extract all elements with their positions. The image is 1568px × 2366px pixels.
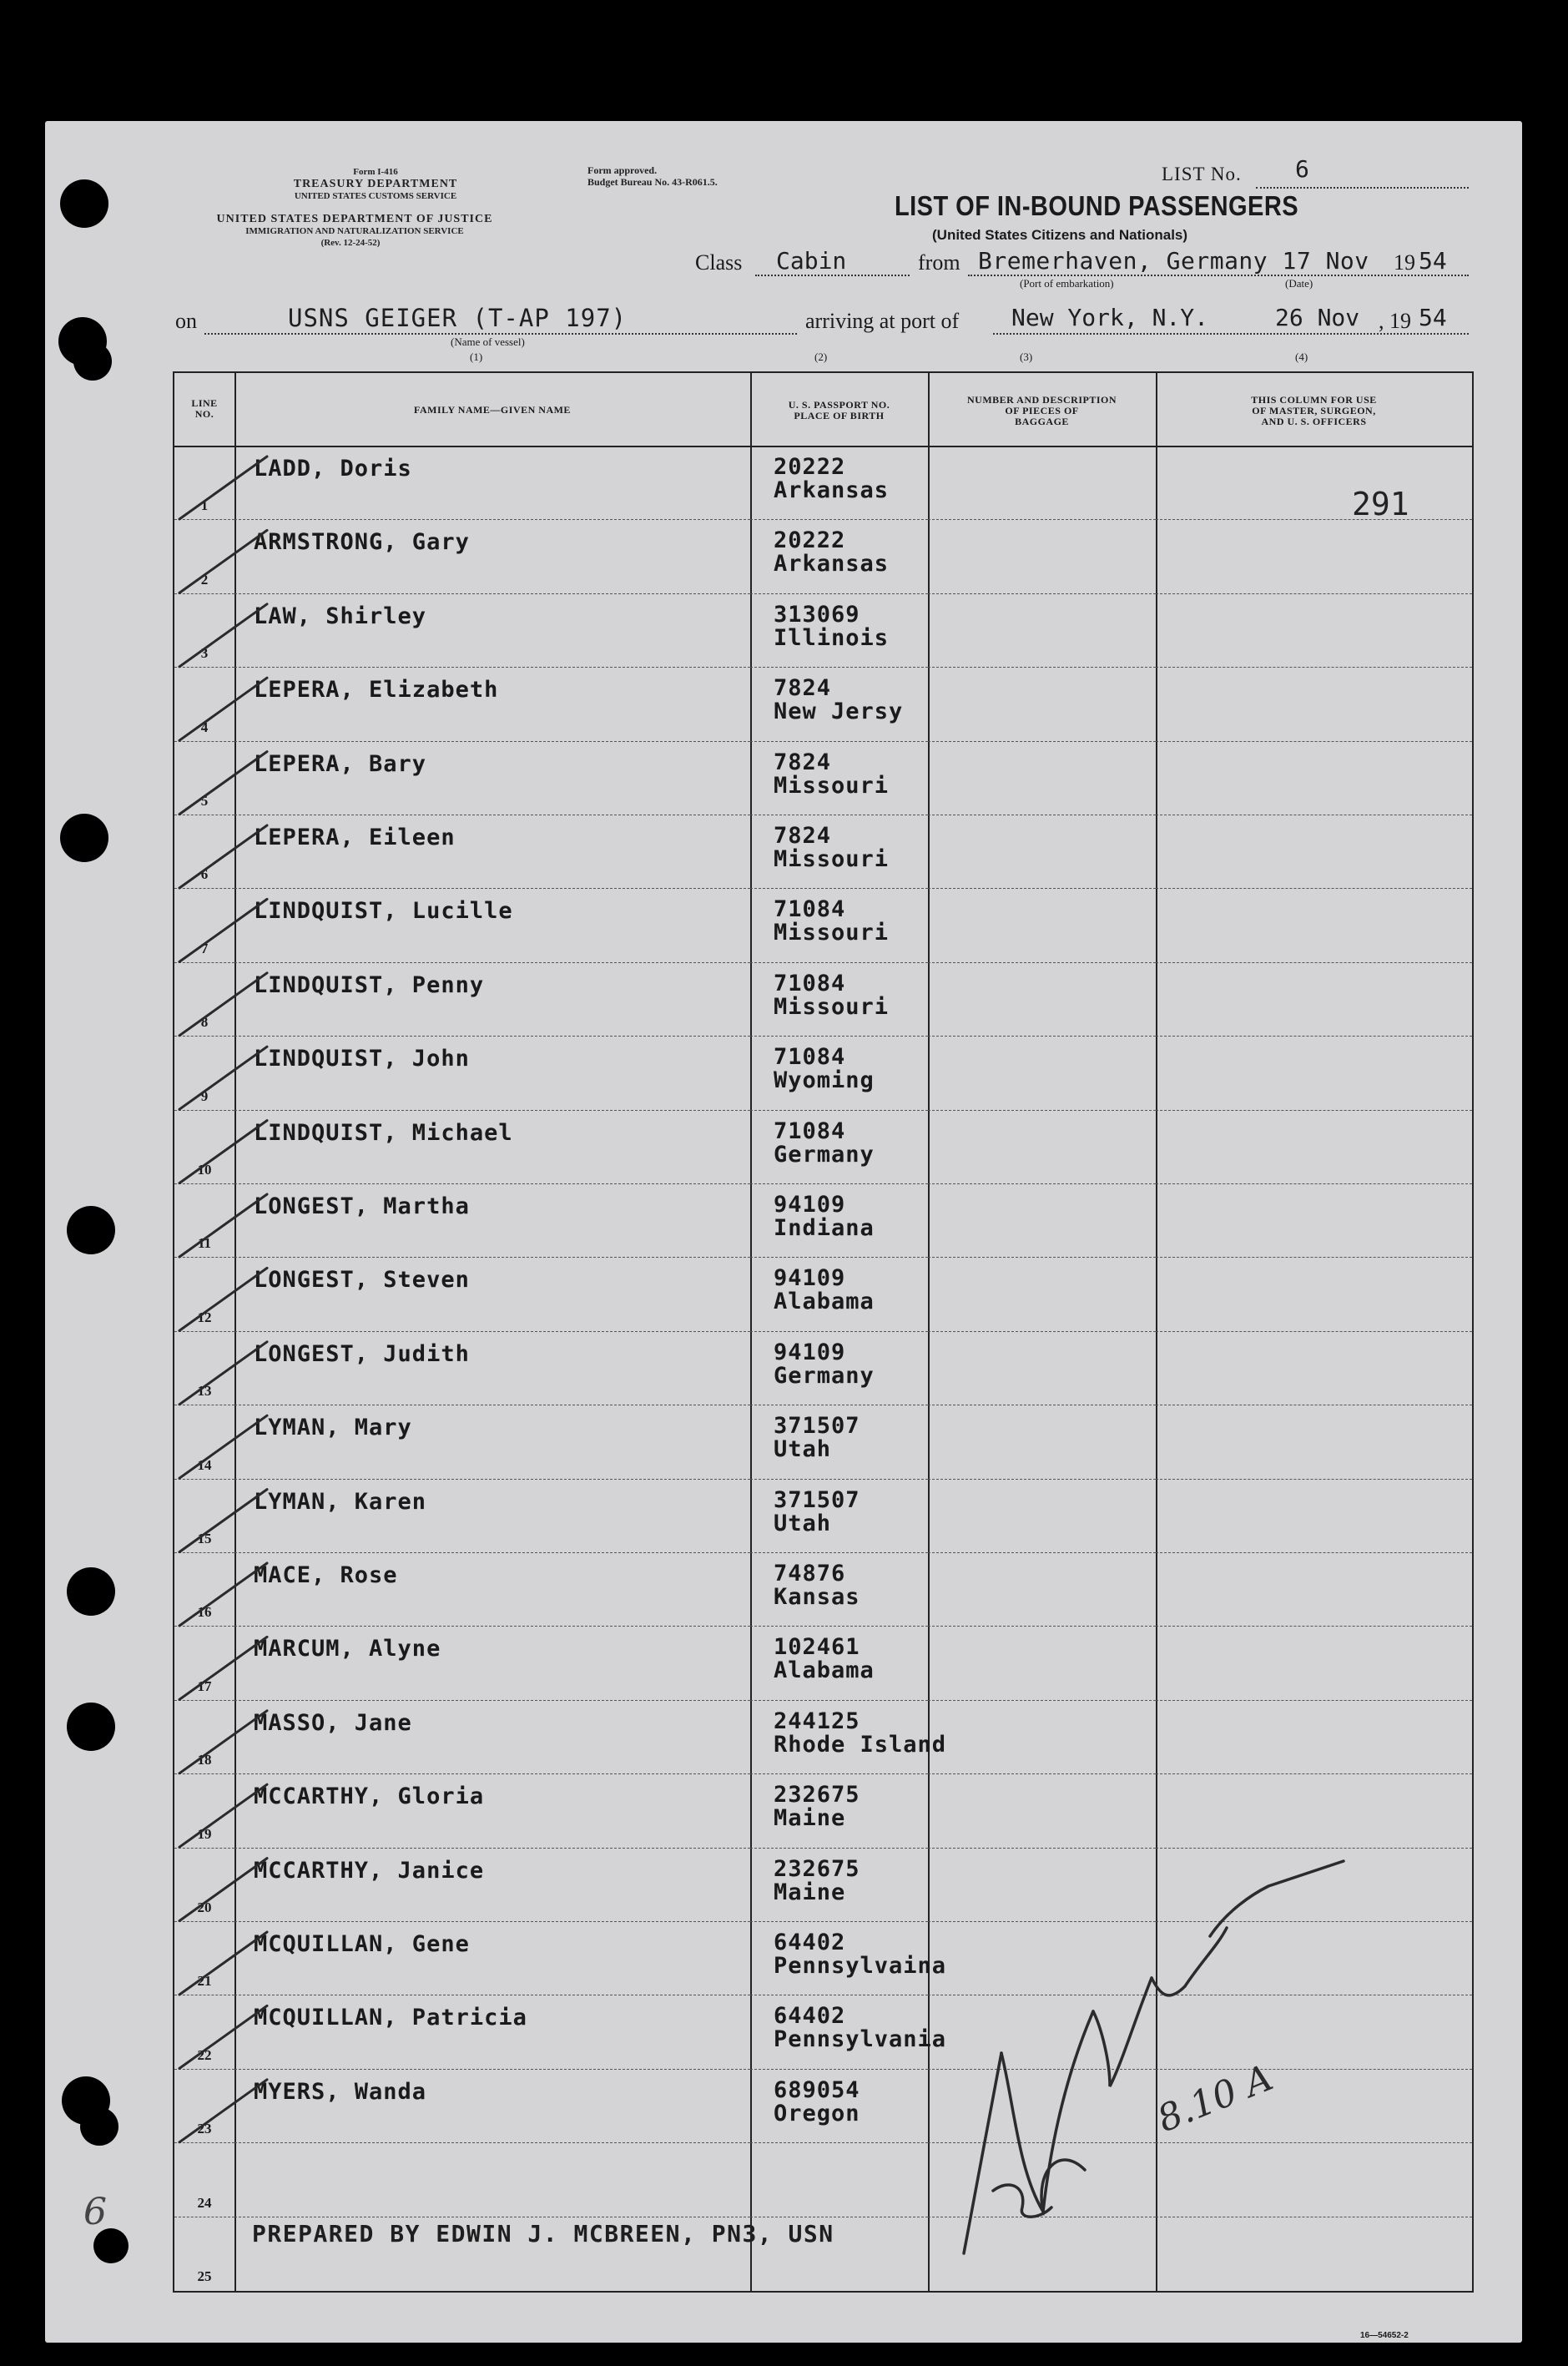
col-num-2: (2) [814,351,828,363]
passenger-name: LINDQUIST, John [254,1046,470,1072]
passport-number: 232675 [774,1782,860,1809]
passport-number: 7824 [774,823,832,849]
check-mark [179,752,267,815]
passenger-name: LYMAN, Karen [254,1488,427,1515]
prepared-by: PREPARED BY EDWIN J. MCBREEN, PN3, USN [252,2220,834,2247]
line-number: 12 [197,1309,212,1325]
arrival-year-prefix: , 19 [1379,309,1411,333]
port-caption: (Port of embarkation) [1020,277,1114,290]
passport-number: 7824 [774,749,832,775]
passenger-name: LADD, Doris [254,456,412,482]
line-number: 19 [197,1825,212,1842]
arrival-port: New York, N.Y. [1011,304,1209,331]
passport-number: 371507 [774,1413,860,1440]
class-label: Class [695,250,743,275]
col-header-passport: U. S. PASSPORT NO. PLACE OF BIRTH [788,399,890,421]
passport-number: 689054 [774,2076,860,2103]
line-number: 9 [200,1087,209,1104]
line-number: 23 [197,2121,212,2137]
passenger-name: LINDQUIST, Penny [254,971,485,998]
arriving-label: arriving at port of [805,309,960,333]
col-num-1: (1) [470,351,483,363]
place-of-birth: Arkansas [774,477,890,503]
line-number: 21 [197,1973,212,1990]
place-of-birth: Utah [774,1436,832,1463]
col-num-3: (3) [1020,351,1033,363]
passport-number: 94109 [774,1339,846,1365]
passport-number: 20222 [774,454,846,480]
line-number: 16 [197,1604,212,1621]
place-of-birth: New Jersy [774,699,904,725]
passport-number: 71084 [774,1117,846,1144]
line-number: 3 [200,645,209,662]
form-approved: Form approved. [587,164,658,176]
passenger-name: LEPERA, Eileen [254,825,456,850]
check-mark [179,899,267,961]
line-number: 14 [197,1456,212,1473]
date-caption: (Date) [1285,277,1313,290]
passport-number: 371507 [774,1486,860,1513]
signature-time: 8.10 A [1152,2056,1279,2142]
place-of-birth: Germany [774,1362,875,1389]
col-header-baggage: NUMBER AND DESCRIPTION OF PIECES OF BAGGAGE [966,394,1117,427]
passenger-name: MCQUILLAN, Gene [254,1931,470,1957]
check-mark [179,825,267,888]
arrival-date: 26 Nov [1275,304,1360,331]
passport-number: 64402 [774,1930,846,1955]
officer-number: 291 [1352,486,1409,522]
place-of-birth: Arkansas [774,551,890,578]
budget-bureau: Budget Bureau No. 43-R061.5. [587,176,718,188]
place-of-birth: Alabama [774,1289,875,1315]
col-header-line-no: LINE NO. [191,397,218,420]
check-mark [179,2080,267,2142]
line-number: 10 [197,1162,212,1178]
check-mark [179,973,267,1036]
line-number: 25 [197,2268,212,2284]
line-number: 13 [197,1383,212,1400]
treasury-department: TREASURY DEPARTMENT [293,178,458,190]
check-mark [179,1637,267,1699]
line-number: 7 [200,940,209,956]
check-mark [179,1859,267,1921]
from-label: from [918,250,960,275]
form-number: Form I-416 [353,167,398,177]
revision: (Rev. 12-24-52) [320,238,381,248]
line-number: 20 [197,1899,212,1915]
margin-mark: 6 [83,2191,107,2233]
ins: IMMIGRATION AND NATURALIZATION SERVICE [245,226,464,236]
check-mark [179,457,267,519]
from-year: 54 [1419,247,1447,275]
document-subtitle: (United States Citizens and Nationals) [932,227,1188,243]
line-number: 2 [200,571,209,588]
place-of-birth: Pennsylvaina [774,1953,947,1979]
passenger-name: LONGEST, Judith [254,1340,470,1367]
place-of-birth: Pennsylvania [774,2026,947,2053]
list-no-value: 6 [1295,155,1309,183]
list-no-label: LIST No. [1162,164,1242,184]
passenger-name: LINDQUIST, Michael [254,1119,513,1146]
line-number: 5 [200,793,209,809]
col-header-officers: THIS COLUMN FOR USE OF MASTER, SURGEON, AND U. S. OFFICERS [1251,394,1377,427]
passport-number: 64402 [774,2003,846,2030]
place-of-birth: Rhode Island [774,1731,947,1758]
passport-number: 71084 [774,896,846,923]
place-of-birth: Germany [774,1141,875,1168]
check-mark [179,530,267,593]
passport-number: 94109 [774,1192,846,1218]
passenger-name: LEPERA, Elizabeth [254,677,499,704]
place-of-birth: Maine [774,1805,846,1832]
place-of-birth: Missouri [774,772,890,799]
line-number: 8 [200,1014,209,1031]
check-mark [179,1121,267,1183]
passenger-name: MARCUM, Alyne [254,1636,441,1662]
check-mark [179,1194,267,1257]
passport-number: 102461 [774,1634,860,1661]
line-number: 18 [197,1752,212,1768]
passport-number: 20222 [774,527,846,554]
check-mark [179,604,267,667]
from-year-prefix: 19 [1394,250,1415,275]
arrival-year: 54 [1419,304,1447,331]
passport-number: 244125 [774,1708,860,1734]
passenger-name: LINDQUIST, Lucille [254,898,513,925]
passenger-name: MCCARTHY, Gloria [254,1783,485,1810]
place-of-birth: Alabama [774,1657,875,1684]
department-of-justice: UNITED STATES DEPARTMENT OF JUSTICE [216,213,493,225]
line-number: 15 [197,1531,212,1546]
place-of-birth: Missouri [774,846,890,872]
class-value: Cabin [776,247,847,275]
col-num-4: (4) [1295,351,1308,363]
check-mark [179,1047,267,1109]
place-of-birth: Kansas [774,1584,860,1610]
line-number: 6 [200,866,209,883]
place-of-birth: Indiana [774,1215,875,1241]
passenger-name: MACE, Rose [254,1562,398,1588]
check-mark [179,1268,267,1330]
check-mark [179,1490,267,1552]
passport-number: 94109 [774,1265,846,1292]
passport-number: 7824 [774,675,832,702]
check-mark [179,1932,267,1995]
passenger-name: LAW, Shirley [254,603,427,629]
passport-number: 74876 [774,1561,846,1587]
line-number: 22 [197,2046,212,2063]
passport-number: 313069 [774,601,860,628]
passenger-name: MASSO, Jane [254,1709,412,1736]
check-mark [179,1711,267,1773]
check-mark [179,1342,267,1405]
check-mark [179,2005,267,2068]
passenger-name: LYMAN, Mary [254,1415,412,1441]
handwritten-signature [964,1861,1344,2253]
place-of-birth: Missouri [774,993,890,1020]
document-title: LIST OF IN-BOUND PASSENGERS [895,190,1299,221]
passport-number: 232675 [774,1855,860,1882]
check-mark [179,1415,267,1478]
place-of-birth: Maine [774,1879,846,1905]
passenger-name: ARMSTRONG, Gary [254,529,470,556]
place-of-birth: Wyoming [774,1067,875,1094]
col-header-name: FAMILY NAME—GIVEN NAME [414,404,571,416]
place-of-birth: Missouri [774,920,890,946]
place-of-birth: Oregon [774,2100,860,2126]
line-number: 24 [197,2194,212,2211]
place-of-birth: Utah [774,1510,832,1536]
passenger-name: LEPERA, Bary [254,750,427,777]
check-mark [179,1563,267,1626]
footer-code: 16—54652-2 [1360,2331,1409,2340]
on-label: on [175,309,197,333]
line-number: 1 [200,497,209,514]
passport-number: 71084 [774,970,846,996]
vessel-caption: (Name of vessel) [451,335,525,348]
place-of-birth: Illinois [774,624,890,651]
vessel-name: USNS GEIGER (T-AP 197) [288,304,628,332]
customs-service: UNITED STATES CUSTOMS SERVICE [294,191,457,201]
passenger-name: MYERS, Wanda [254,2078,427,2105]
line-number: 11 [197,1235,212,1252]
check-mark [179,678,267,740]
passenger-name: MCQUILLAN, Patricia [254,2005,527,2031]
line-number: 17 [197,1677,212,1694]
passport-number: 71084 [774,1044,846,1071]
passenger-name: MCCARTHY, Janice [254,1857,485,1884]
line-number: 4 [200,719,209,735]
passenger-name: LONGEST, Martha [254,1193,470,1219]
port-of-embarkation: Bremerhaven, Germany 17 Nov [978,247,1369,275]
passenger-name: LONGEST, Steven [254,1267,470,1294]
check-mark [179,1784,267,1847]
